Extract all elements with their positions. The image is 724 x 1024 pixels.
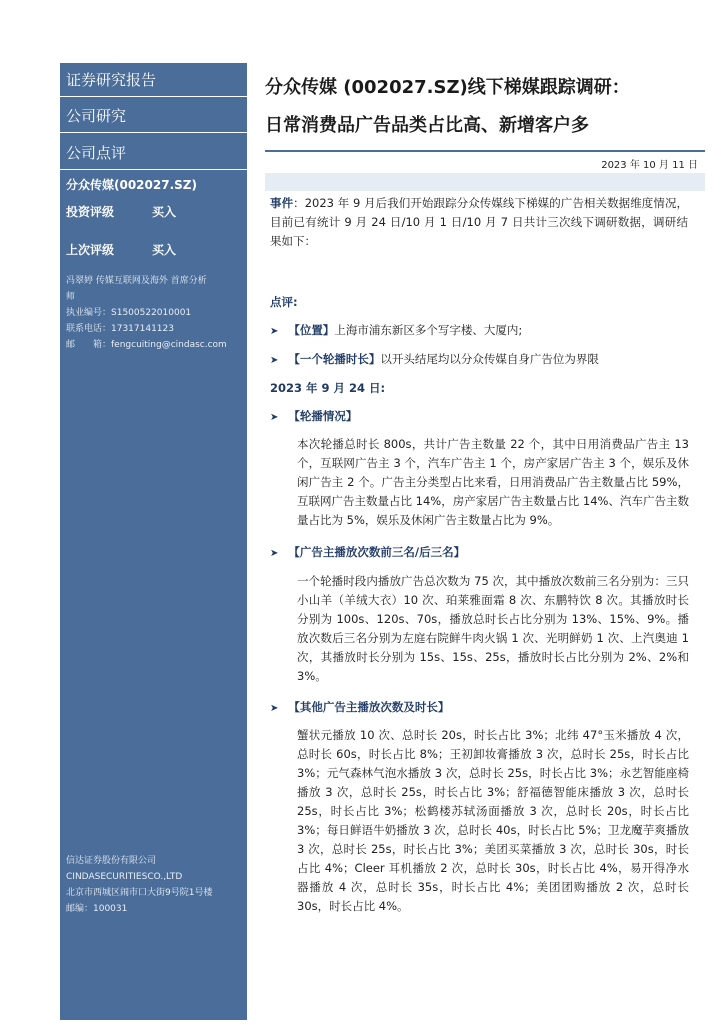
category: 公司研究 (60, 99, 247, 133)
cycle-label: 【一个轮播时长】 (288, 352, 381, 366)
title-rule (265, 150, 705, 152)
rating-label: 投资评级 (66, 205, 115, 219)
rotation-text: 本次轮播总时长 800s，共计广告主数量 22 个，其中日用消费品广告主 13 个，互联网广告主 3 个，汽车广告主 1 个，房产家居广告主 3 个，娱乐及休闲广告主 2 个。广告主分类型占比来看，日用消费品广告主数量占比 59%，互联网广告主数量占比 14%，房产家居广告主数量占比 14%、汽车广告主数量占比为 5%，娱乐及休闲广告主数量占比为 9%。 (297, 437, 689, 527)
subcategory: 公司点评 (60, 136, 247, 170)
last-rating-value: 买入 (152, 243, 177, 257)
company-cn: 信达证券股份有限公司 (66, 856, 157, 866)
analyst-block (66, 273, 244, 353)
bullet-cycle (270, 350, 690, 370)
event-label: 事件 (270, 196, 294, 210)
comment-label: 点评: (270, 295, 298, 309)
company-block (66, 853, 244, 917)
location-label: 【位置】 (288, 323, 335, 337)
last-rating-label: 上次评级 (66, 243, 115, 257)
rotation-label: 【轮播情况】 (288, 409, 358, 423)
top3-text: 一个轮播时段内播放广告总次数为 75 次，其中播放次数前三名分别为：三只小山羊（羊绒大衣）10 次、珀莱雅面霜 8 次、东鹏特饮 8 次。其播放时长分别为 100s、120s、70s，播放总时长占比分别为 13%、15%、9%。播放次数后三名分别为左庭右院鲜牛肉火锅 1 次、光明鲜奶 1 次、上汽奥迪 1 次，其播放时长分别为 15s、15s、25s，播放时长占比分别为 2%、2%和 3%。 (297, 574, 689, 683)
cycle-text: 以开头结尾均以分众传媒自身广告位为界限 (380, 352, 599, 366)
others-label: 【其他广告主播放次数及时长】 (288, 700, 450, 714)
analyst-phone: 联系电话：17317141123 (66, 324, 174, 334)
arrow-icon: ➤ (270, 548, 279, 559)
rotation-heading (270, 407, 357, 427)
title-line2: 日常消费品广告品类占比高、新增客户多 (265, 115, 589, 136)
sidebar (60, 63, 247, 1020)
rating-value: 买入 (152, 205, 177, 219)
last-rating-row (60, 241, 253, 258)
others-text: 蟹状元播放 10 次、总时长 20s，时长占比 3%；北纬 47°玉米播放 4 次，总时长 60s，时长占比 8%；王初卸妆膏播放 3 次，总时长 25s，时长占比 3%；元气森林气泡水播放 3 次，总时长 25s，时长占比 3%；永艺智能座椅播放 3 次，总时长 25s，时长占比 3%；舒福德智能床播放 3 次，总时长 25s，时长占比 3%；松鹤楼苏轼汤面播放 3 次，总时长 20s，时长占比 3%；每日鲜语牛奶播放 3 次，总时长 40s，时长占比 5%；卫龙魔芋爽播放 3 次，总时长 25s，时长占比 3%；美团买菜播放 3 次，总时长 30s，时长占比 4%；Cleer 耳机播放 2 次，总时长 30s，时长占比 4%，易开得净水器播放 4 次，总时长 35s，时长占比 4%；美团团购播放 2 次，总时长 30s，时长占比 4%。 (297, 728, 689, 913)
report-date: 2023 年 10 月 11 日 (601, 160, 698, 171)
top3-heading (270, 543, 465, 563)
arrow-icon: ➤ (270, 412, 279, 423)
date-bar (265, 173, 705, 191)
location-text: 上海市浦东新区多个写字楼、大厦内; (334, 323, 523, 337)
stock-name: 分众传媒(002027.SZ) (66, 178, 197, 192)
others-heading (270, 698, 449, 718)
analyst-email[interactable]: 邮 箱：fengcuiting@cindasc.com (66, 340, 227, 350)
top3-label: 【广告主播放次数前三名/后三名】 (288, 545, 466, 559)
company-postcode: 邮编：100031 (66, 904, 128, 914)
rating-row (60, 203, 253, 220)
report-type: 证券研究报告 (60, 63, 247, 97)
title-line1: 分众传媒 (002027.SZ)线下梯媒跟踪调研： (265, 77, 630, 98)
analyst-line1: 冯翠婷 传媒互联网及海外 首席分析 (66, 276, 207, 286)
arrow-icon: ➤ (270, 703, 279, 714)
bullet-location (270, 321, 690, 341)
event-text: ：2023 年 9 月后我们开始跟踪分众传媒线下梯媒的广告相关数据维度情况，目前已有统计 9 月 24 日/10 月 1 日/10 月 7 日共计三次线下调研数据，调研结果如下： (270, 196, 689, 248)
arrow-icon: ➤ (270, 326, 279, 337)
company-en: CINDASECURITIESCO.,LTD (66, 872, 183, 882)
analyst-cert: 执业编号：S1500522010001 (66, 308, 192, 318)
arrow-icon: ➤ (270, 355, 279, 366)
analyst-line2: 师 (66, 292, 76, 302)
event-paragraph (270, 194, 688, 251)
section-date: 2023 年 9 月 24 日: (270, 381, 386, 395)
company-address: 北京市西城区闹市口大街9号院1号楼 (66, 888, 213, 898)
